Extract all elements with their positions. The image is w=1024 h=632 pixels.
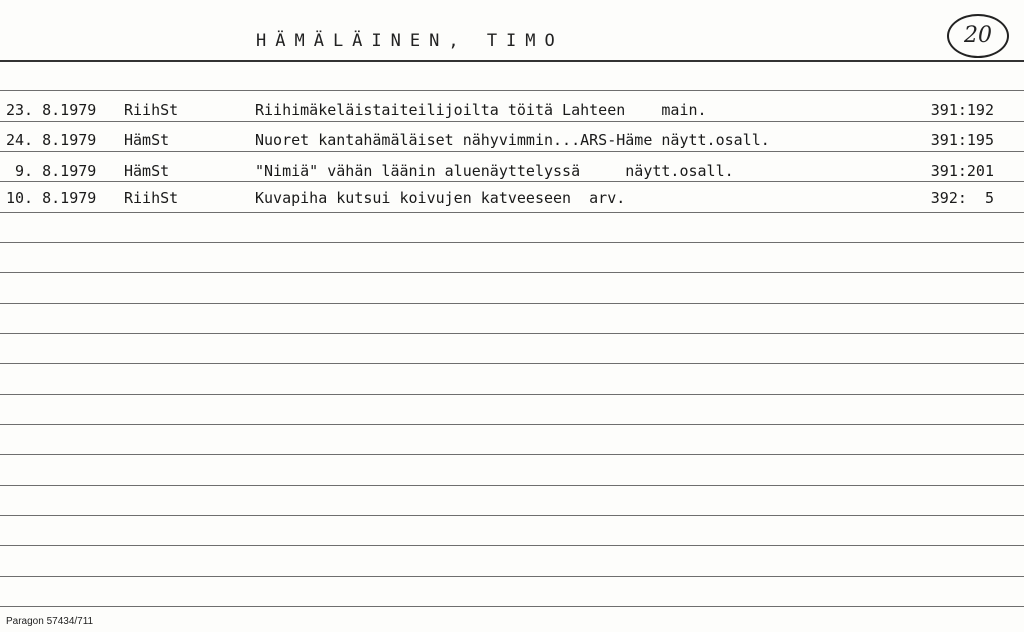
entry-title: "Nimiä" vähän läänin aluenäyttelyssä näytt.osall. xyxy=(255,162,734,180)
entry-source: RiihSt xyxy=(124,189,179,207)
entry-date: 24. 8.1979 xyxy=(6,131,97,149)
rule-line xyxy=(0,545,1024,546)
entry-title: Kuvapiha kutsui koivujen katveeseen arv. xyxy=(255,189,626,207)
rule-line xyxy=(0,424,1024,425)
card-number-stamp: 20 xyxy=(947,14,1009,58)
entry-row xyxy=(0,101,1024,125)
entry-row xyxy=(0,131,1024,155)
entry-ref: 392: 5 xyxy=(930,189,994,207)
entry-ref: 391:192 xyxy=(930,101,994,119)
rule-line xyxy=(0,333,1024,334)
rule-line xyxy=(0,363,1024,364)
entry-title: Nuoret kantahämäläiset nähyvimmin...ARS-Häme näytt.osall. xyxy=(255,131,770,149)
rule-line xyxy=(0,576,1024,577)
entry-source: HämSt xyxy=(124,162,170,180)
rule-line xyxy=(0,606,1024,607)
entry-ref: 391:195 xyxy=(930,131,994,149)
entry-row xyxy=(0,162,1024,186)
entry-ref: 391:201 xyxy=(930,162,994,180)
entry-source: HämSt xyxy=(124,131,170,149)
rule-line xyxy=(0,90,1024,91)
rule-line xyxy=(0,454,1024,455)
rule-line xyxy=(0,303,1024,304)
header-rule xyxy=(0,60,1024,62)
rule-line xyxy=(0,242,1024,243)
rule-line xyxy=(0,515,1024,516)
entry-title: Riihimäkeläistaiteilijoilta töitä Lahteen main. xyxy=(255,101,707,119)
entry-source: RiihSt xyxy=(124,101,179,119)
entry-date: 10. 8.1979 xyxy=(6,189,97,207)
form-code: Paragon 57434/711 xyxy=(6,616,94,627)
entry-date: 23. 8.1979 xyxy=(6,101,97,119)
entry-row xyxy=(0,189,1024,213)
rule-line xyxy=(0,485,1024,486)
rule-line xyxy=(0,272,1024,273)
entry-date: 9. 8.1979 xyxy=(6,162,97,180)
card-heading: HÄMÄLÄINEN, TIMO xyxy=(256,31,564,51)
rule-line xyxy=(0,394,1024,395)
